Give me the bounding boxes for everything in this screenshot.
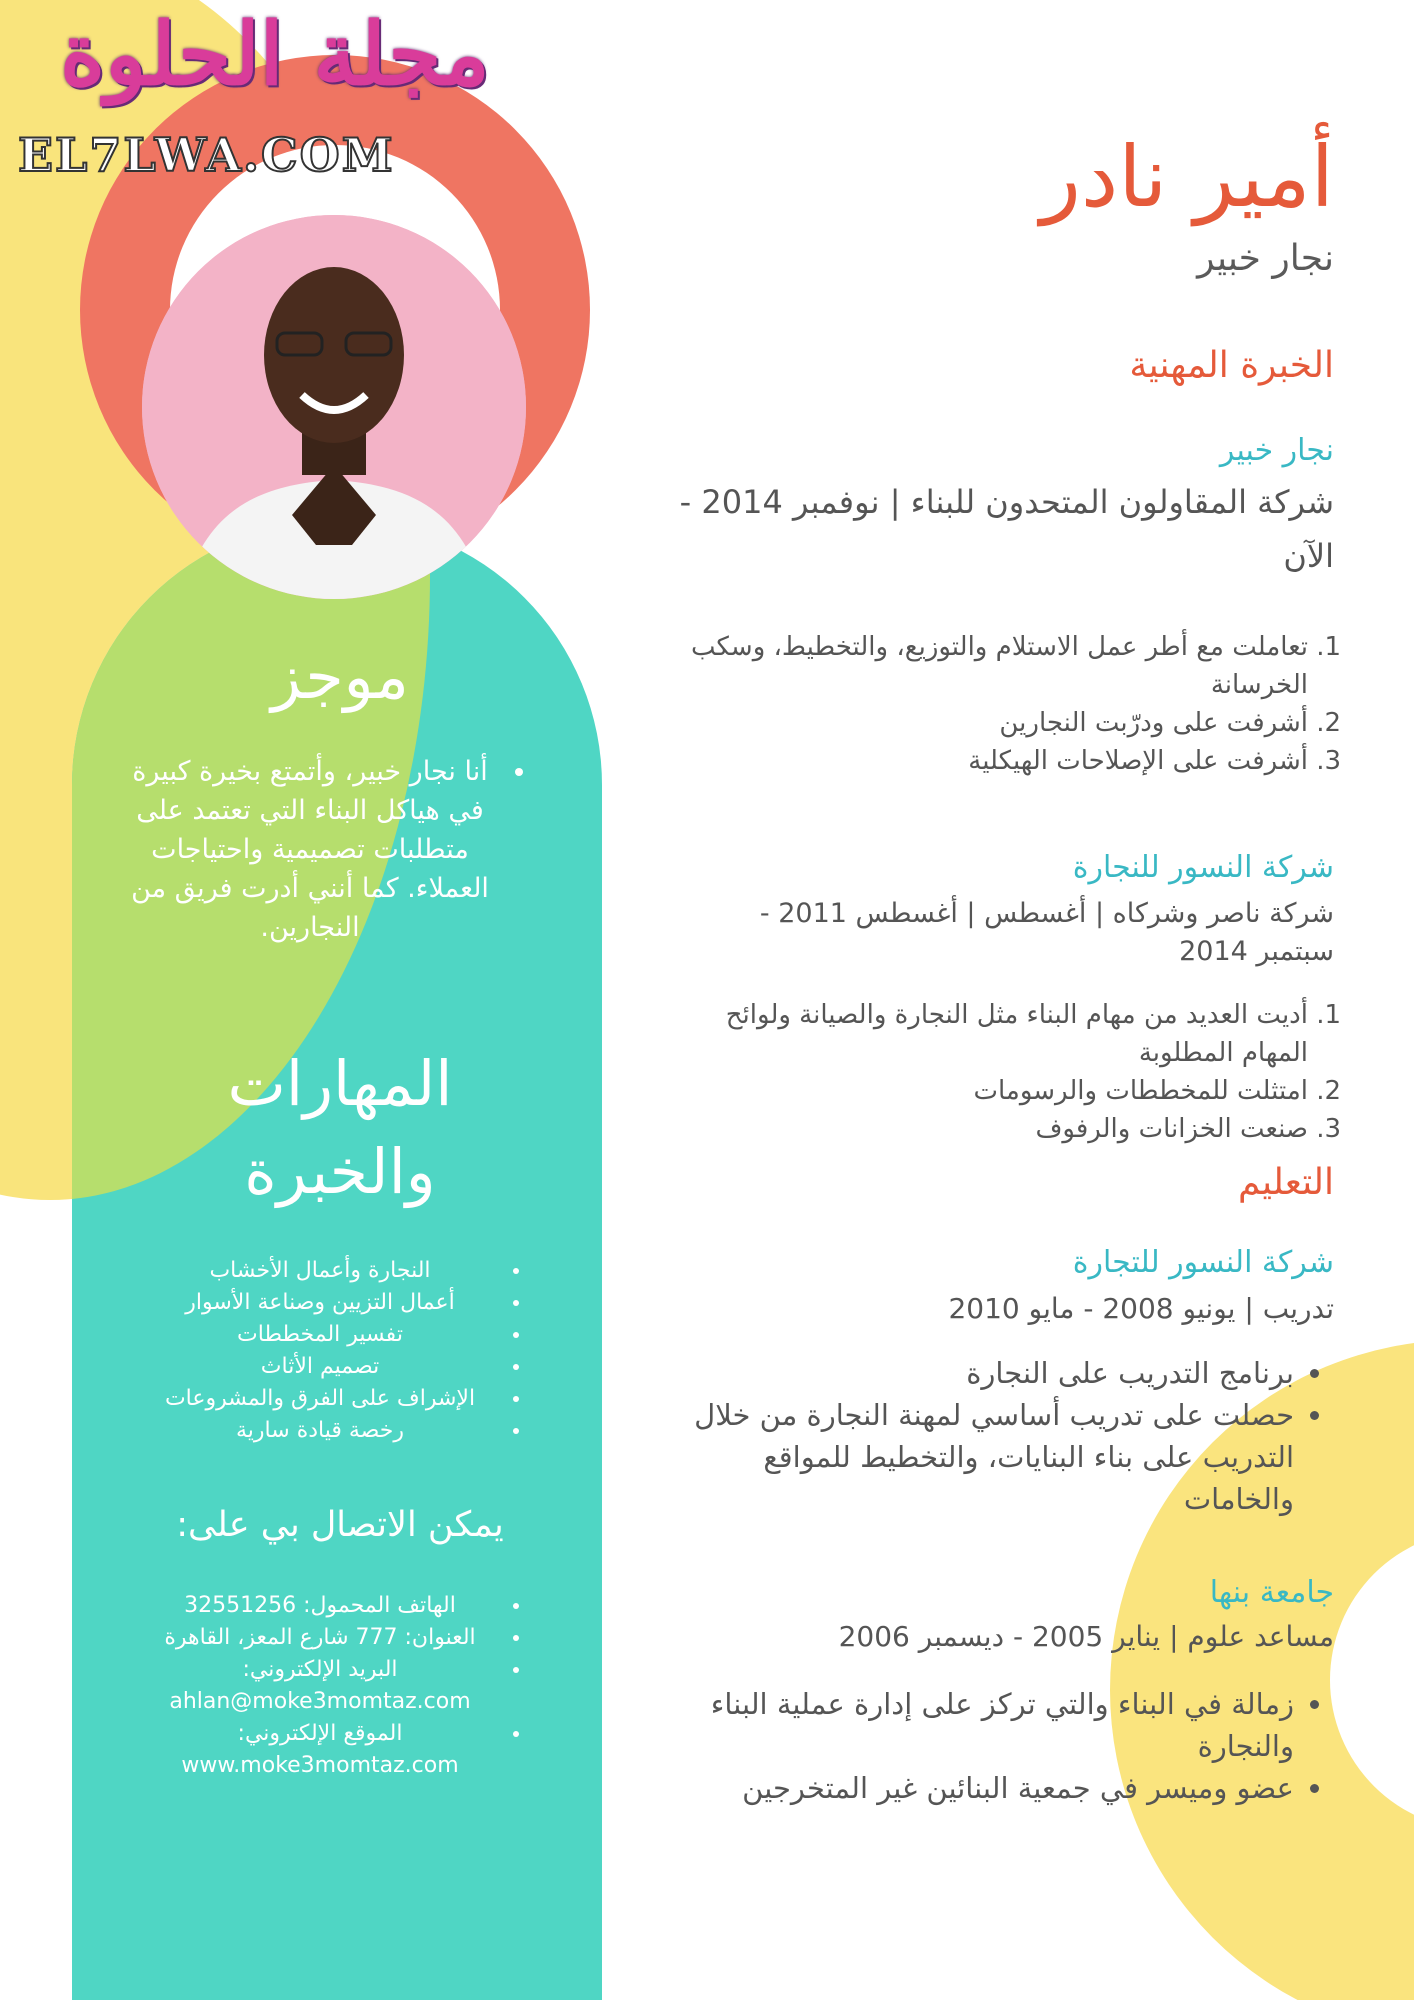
education-org: جامعة بنها (1209, 1575, 1334, 1610)
skill-item: • الإشراف على الفرق والمشروعات (140, 1383, 500, 1415)
skill-item: • رخصة قيادة سارية (140, 1415, 500, 1447)
profile-photo (142, 215, 526, 599)
summary-heading: موجز (271, 640, 409, 713)
education-org: شركة النسور للتجارة (1072, 1245, 1334, 1280)
education-points (674, 1683, 1334, 1809)
education-points (674, 1352, 1334, 1520)
contact-heading: يمكن الاتصال بي على: (176, 1505, 504, 1545)
skill-item: • أعمال التزيين وصناعة الأسوار (140, 1287, 500, 1319)
logo-latin: EL7LWA.COM (18, 128, 395, 182)
job-role: نجار خبير (1219, 433, 1334, 468)
experience-heading: الخبرة المهنية (1129, 345, 1334, 386)
education-heading: التعليم (1238, 1162, 1334, 1203)
job-role: شركة النسور للنجارة (1072, 850, 1334, 885)
job-meta: شركة ناصر وشركاه | أغسطس | أغسطس 2011 - سبتمبر 2014 (759, 898, 1334, 967)
logo-arabic: مجلة الحلوة (60, 4, 490, 105)
candidate-name: أمير نادر (1040, 128, 1334, 226)
job-meta: شركة المقاولون المتحدون للبناء | نوفمبر 2014 - الآن (679, 483, 1334, 575)
contact-list (140, 1590, 540, 1782)
list-item: • برنامج التدريب على النجارة (674, 1352, 1294, 1394)
list-item: • عضو وميسر في جمعية البنائين غير المتخرجين (674, 1767, 1294, 1809)
contact-phone: • الهاتف المحمول: 32551256 (140, 1590, 500, 1622)
contact-email: • البريد الإلكتروني: ahlan@moke3momtaz.com (140, 1654, 500, 1718)
person-icon (142, 215, 526, 599)
job-duties (684, 628, 1334, 780)
list-item: • حصلت على تدريب أساسي لمهنة النجارة من خلال التدريب على بناء البنايات، والتخطيط للمواقع والخامات (674, 1394, 1294, 1520)
job-duties (704, 996, 1334, 1148)
summary-item: • أنا نجار خبير، وأتمتع بخيرة كبيرة في هياكل البناء التي تعتمد على متطلبات تصميمية واحتياجات العملاء. كما أنني أدرت فريق من النجارين. (120, 752, 500, 947)
duty-item: 2. امتثلت للمخططات والرسومات (704, 1072, 1308, 1110)
skills-list (140, 1255, 540, 1447)
skill-item: • النجارة وأعمال الأخشاب (140, 1255, 500, 1287)
duty-item: 3. أشرفت على الإصلاحات الهيكلية (684, 742, 1308, 780)
summary-text (120, 752, 540, 947)
contact-address: • العنوان: 777 شارع المعز، القاهرة (140, 1622, 500, 1654)
education-meta: تدريب | يونيو 2008 - مايو 2010 (948, 1292, 1334, 1325)
duty-item: 2. أشرفت على ودرّبت النجارين (684, 704, 1308, 742)
duty-item: 1. أديت العديد من مهام البناء مثل النجارة والصيانة ولوائح المهام المطلوبة (704, 996, 1308, 1072)
list-item: • زمالة في البناء والتي تركز على إدارة عملية البناء والنجارة (674, 1683, 1294, 1767)
contact-website: • الموقع الإلكتروني: www.moke3momtaz.com (140, 1718, 500, 1782)
duty-item: 3. صنعت الخزانات والرفوف (704, 1110, 1308, 1148)
duty-item: 1. تعاملت مع أطر عمل الاستلام والتوزيع، والتخطيط، وسكب الخرسانة (684, 628, 1308, 704)
education-meta: مساعد علوم | يناير 2005 - ديسمبر 2006 (838, 1620, 1334, 1653)
skill-item: • تفسير المخططات (140, 1319, 500, 1351)
candidate-title: نجار خبير (1197, 238, 1334, 279)
skills-heading: المهارات والخبرة (227, 1047, 453, 1208)
skill-item: • تصميم الأثاث (140, 1351, 500, 1383)
